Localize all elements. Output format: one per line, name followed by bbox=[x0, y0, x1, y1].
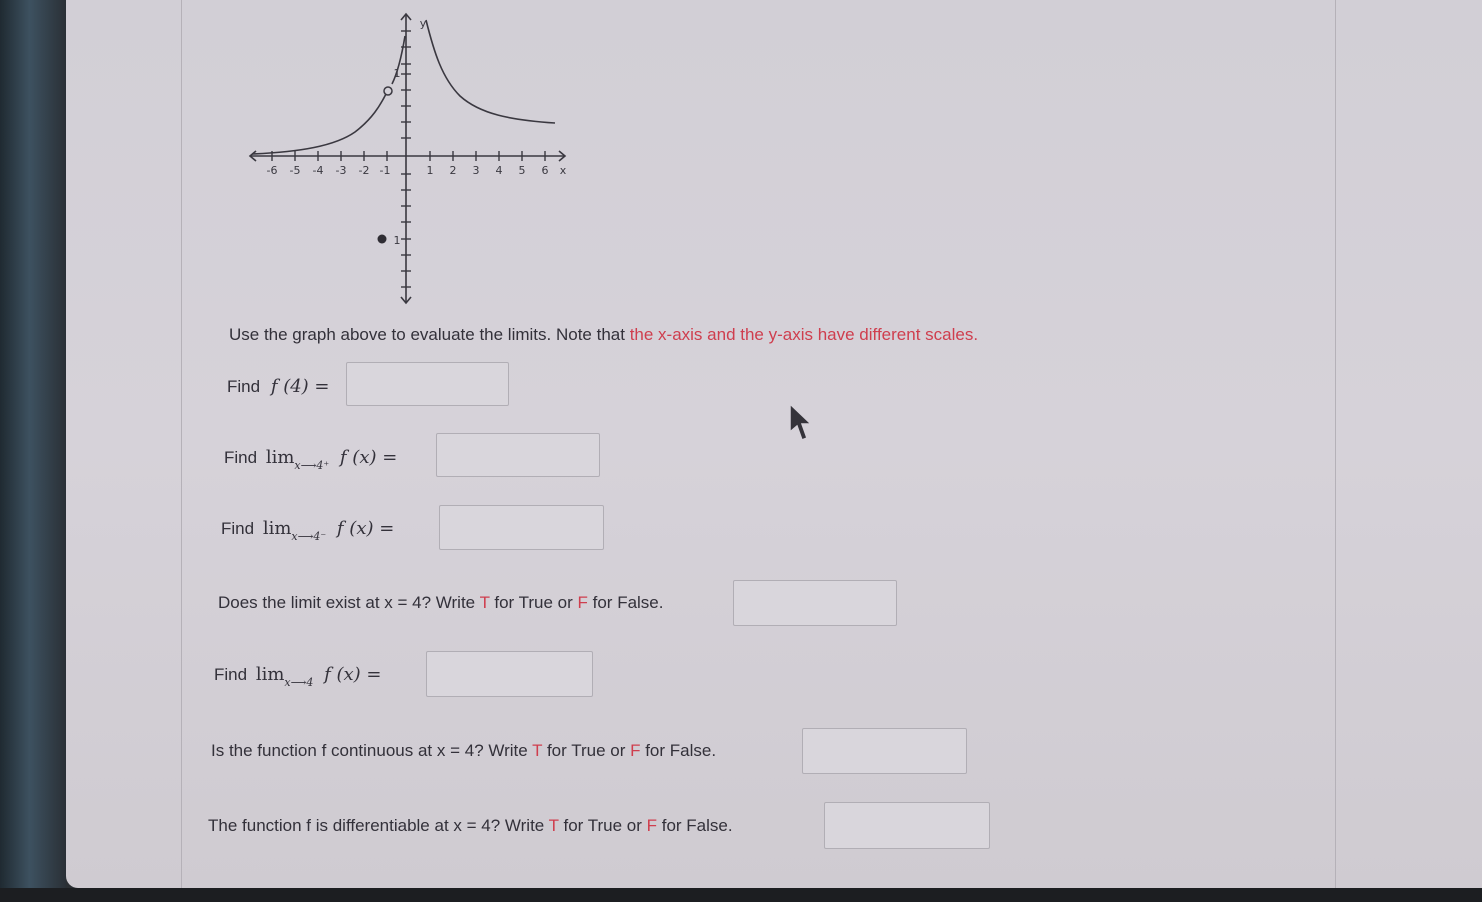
answer-input-limit[interactable] bbox=[426, 651, 593, 697]
question-7 bbox=[208, 816, 733, 836]
q5-subscript: x⟶4 bbox=[284, 676, 314, 689]
q3-lim: lim bbox=[262, 518, 292, 539]
question-6 bbox=[211, 741, 716, 761]
q2-expression: f (x) = bbox=[339, 447, 398, 468]
q2-subscript: x⟶4⁺ bbox=[294, 459, 330, 472]
content-border-left bbox=[181, 0, 182, 888]
content-border-right bbox=[1335, 0, 1336, 888]
question-2 bbox=[224, 447, 397, 472]
q4-text: Does the limit exist at x = 4? Write bbox=[218, 593, 480, 612]
q4-end: for False. bbox=[587, 593, 664, 612]
q6-mid: for True or bbox=[542, 741, 631, 760]
x-tick-label: -5 bbox=[289, 164, 301, 177]
q5-lim: lim bbox=[255, 664, 285, 685]
q6-text: Is the function f continuous at x = 4? Write bbox=[211, 741, 533, 760]
filled-point bbox=[378, 235, 387, 244]
y-axis-label: y bbox=[419, 17, 427, 30]
x-tick-label: 3 bbox=[472, 164, 480, 177]
x-tick-label: 4 bbox=[495, 164, 503, 177]
x-axis-label: x bbox=[559, 164, 567, 177]
instructions bbox=[229, 325, 978, 345]
x-tick-labels bbox=[267, 17, 567, 247]
instructions-highlight: the x-axis and the y-axis have different scales. bbox=[629, 325, 979, 344]
x-tick-label: 6 bbox=[541, 164, 549, 177]
q3-find: Find bbox=[221, 519, 255, 538]
y-tick-label-neg: 1 bbox=[393, 234, 401, 247]
q3-expression: f (x) = bbox=[336, 518, 395, 539]
monitor-bezel-bottom bbox=[0, 888, 1482, 902]
x-tick-label: -6 bbox=[266, 164, 278, 177]
x-tick-label: 2 bbox=[449, 164, 457, 177]
q7-false-letter: F bbox=[646, 816, 658, 835]
x-tick-label: -4 bbox=[312, 164, 324, 177]
q3-subscript: x⟶4⁻ bbox=[291, 530, 327, 543]
q4-mid: for True or bbox=[489, 593, 578, 612]
x-tick-label: 5 bbox=[518, 164, 526, 177]
y-tick-label-pos: 1 bbox=[393, 67, 401, 80]
instructions-lead: Use the graph above to evaluate the limits. Note that bbox=[229, 325, 630, 344]
answer-input-limit-exists[interactable] bbox=[733, 580, 897, 626]
q1-find: Find bbox=[227, 377, 261, 396]
answer-input-differentiable[interactable] bbox=[824, 802, 990, 849]
question-5 bbox=[214, 664, 382, 689]
curve-right-branch bbox=[426, 20, 555, 123]
question-3 bbox=[221, 518, 394, 543]
mouse-cursor-icon bbox=[788, 402, 814, 444]
monitor-bezel-left bbox=[0, 0, 66, 902]
open-point bbox=[384, 87, 392, 95]
answer-input-f4[interactable] bbox=[346, 362, 509, 406]
question-1 bbox=[227, 376, 330, 397]
q7-true-letter: T bbox=[548, 816, 559, 835]
q7-text: The function f is differentiable at x = 4? Write bbox=[208, 816, 549, 835]
q4-true-letter: T bbox=[479, 593, 490, 612]
x-tick-label: 1 bbox=[426, 164, 434, 177]
answer-input-continuous[interactable] bbox=[802, 728, 967, 774]
q5-find: Find bbox=[214, 665, 248, 684]
x-tick-label: -3 bbox=[335, 164, 347, 177]
curve-left-branch bbox=[252, 92, 387, 154]
q6-end: for False. bbox=[640, 741, 717, 760]
q6-true-letter: T bbox=[532, 741, 543, 760]
q5-expression: f (x) = bbox=[324, 664, 382, 685]
x-tick-label: -2 bbox=[358, 164, 370, 177]
question-4 bbox=[218, 593, 664, 613]
x-tick-label: -1 bbox=[379, 164, 391, 177]
q6-false-letter: F bbox=[630, 741, 641, 760]
function-graph bbox=[240, 6, 580, 311]
q2-lim: lim bbox=[265, 447, 295, 468]
q2-find: Find bbox=[224, 448, 258, 467]
q1-expression: f (4) = bbox=[270, 376, 330, 397]
q4-false-letter: F bbox=[577, 593, 588, 612]
q7-end: for False. bbox=[657, 816, 733, 835]
q7-mid: for True or bbox=[558, 816, 647, 835]
answer-input-right-limit[interactable] bbox=[436, 433, 600, 477]
answer-input-left-limit[interactable] bbox=[439, 505, 604, 550]
